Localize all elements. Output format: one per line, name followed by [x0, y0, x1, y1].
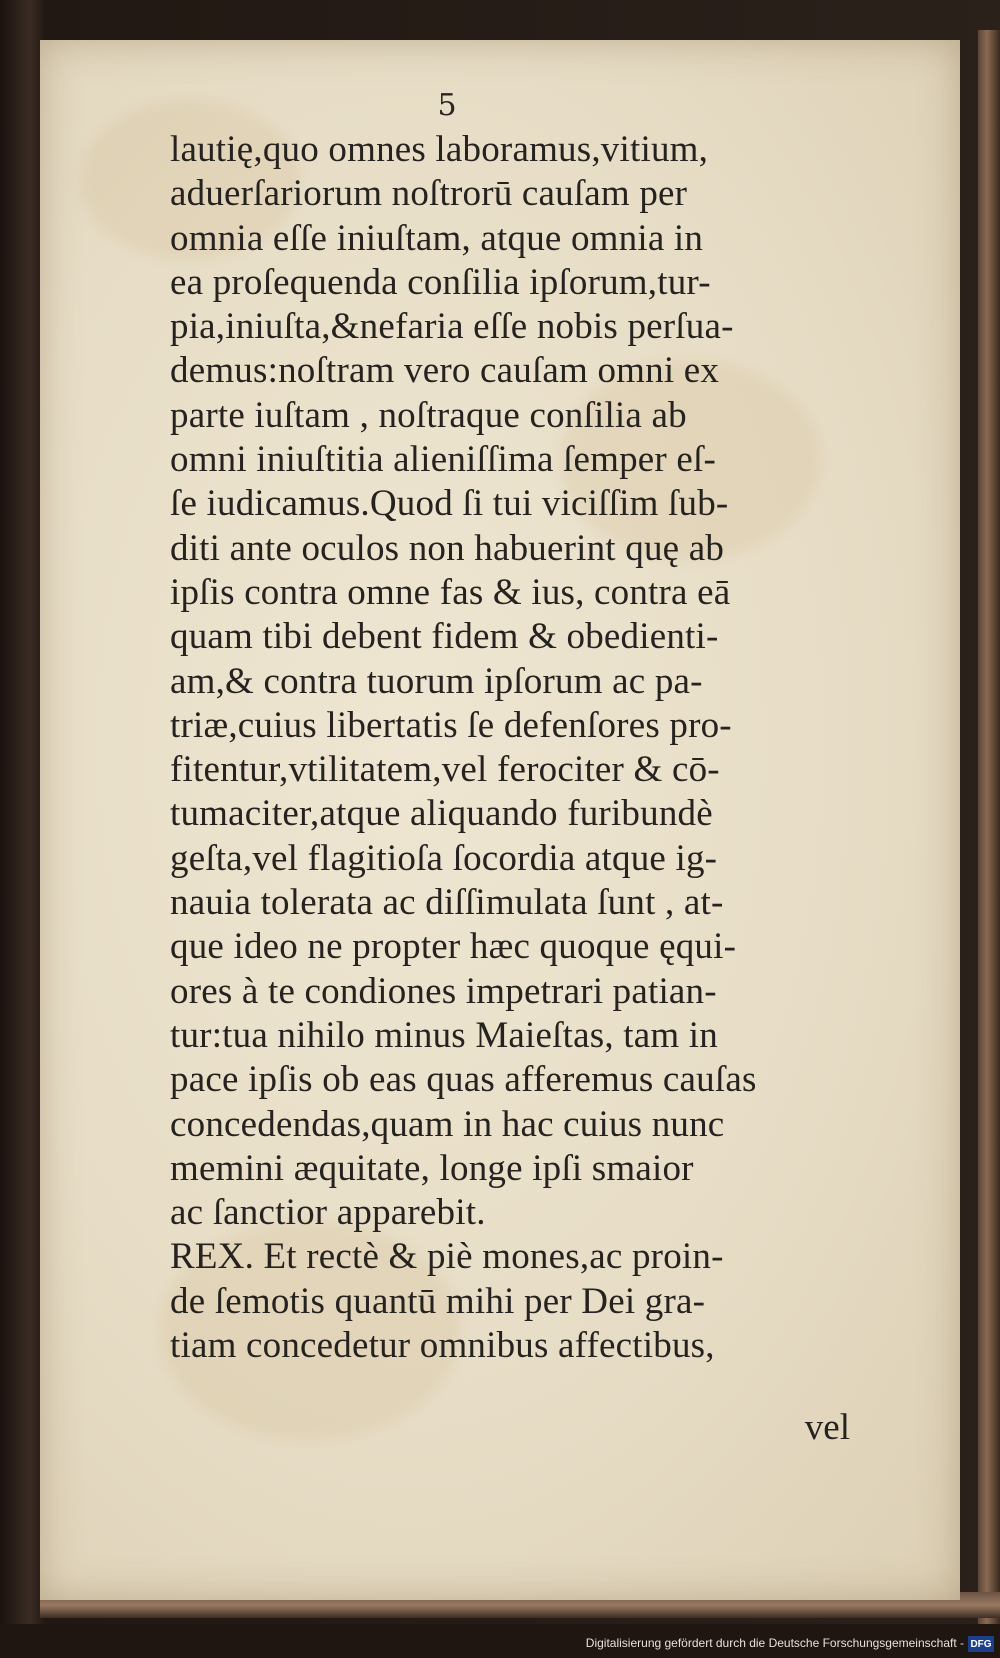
- text-line: ea proſequenda conſilia ipſorum,tur-: [170, 261, 711, 303]
- text-line: parte iuſtam , noſtraque conſilia ab: [170, 394, 687, 436]
- text-line: ores à te condiones impetrari patian-: [170, 970, 717, 1012]
- text-line: de ſemotis quantū mihi per Dei gra-: [170, 1280, 706, 1322]
- text-line: ac ſanctior apparebit.: [170, 1192, 486, 1234]
- text-line: geſta,vel flagitioſa ſocordia atque ig-: [170, 837, 718, 879]
- text-line: omni iniuſtitia alieniſſima ſemper eſ-: [170, 439, 717, 481]
- text-line: que ideo ne propter hæc quoque ęqui-: [170, 926, 737, 968]
- footer-bar: [0, 1624, 1000, 1658]
- dfg-credit-text: Digitalisierung gefördert durch die Deutsche Forschungsgemeinschaft -: [585, 1636, 964, 1650]
- dfg-logo: DFG: [968, 1636, 994, 1652]
- text-line: pace ipſis ob eas quas afferemus cauſas: [170, 1059, 757, 1101]
- text-line: tur:tua nihilo minus Maieſtas, tam in: [170, 1014, 718, 1056]
- latin-text-block: [170, 128, 820, 1368]
- text-line: diti ante oculos non habuerint quę ab: [170, 527, 725, 569]
- text-line: ſe iudicamus.Quod ſi tui viciſſim ſub-: [170, 483, 729, 525]
- text-line: tumaciter,atque aliquando furibundè: [170, 793, 713, 835]
- text-line: nauia tolerata ac diſſimulata ſunt , at-: [170, 882, 724, 924]
- text-line: REX. Et rectè & piè mones,ac proin-: [170, 1236, 724, 1278]
- text-line: memini æquitate, longe ipſi smaior: [170, 1147, 694, 1189]
- text-line: concedendas,quam in hac cuius nunc: [170, 1103, 725, 1145]
- text-line: ipſis contra omne fas & ius, contra eā: [170, 571, 731, 613]
- text-line: demus:noſtram vero cauſam omni ex: [170, 350, 720, 392]
- text-line: quam tibi debent fidem & obedienti-: [170, 616, 719, 658]
- text-line: aduerſariorum noſtrorū cauſam per: [170, 173, 688, 215]
- text-line: tiam concedetur omnibus affectibus,: [170, 1325, 715, 1367]
- text-line: pia,iniuſta,&nefaria eſſe nobis perſua-: [170, 306, 734, 348]
- text-line: triæ,cuius libertatis ſe defenſores pro-: [170, 704, 732, 746]
- text-line: am,& contra tuorum ipſorum ac pa-: [170, 660, 703, 702]
- book-cover-edge-right: [978, 30, 1000, 1630]
- page-number: 5: [437, 88, 457, 123]
- text-line: fitentur,vtilitatem,vel ferociter & cō-: [170, 749, 720, 791]
- text-line: omnia eſſe iniuſtam, atque omnia in: [170, 217, 704, 259]
- text-line: lautię,quo omnes laboramus,vitium,: [170, 129, 709, 170]
- catchword: vel: [804, 1407, 850, 1448]
